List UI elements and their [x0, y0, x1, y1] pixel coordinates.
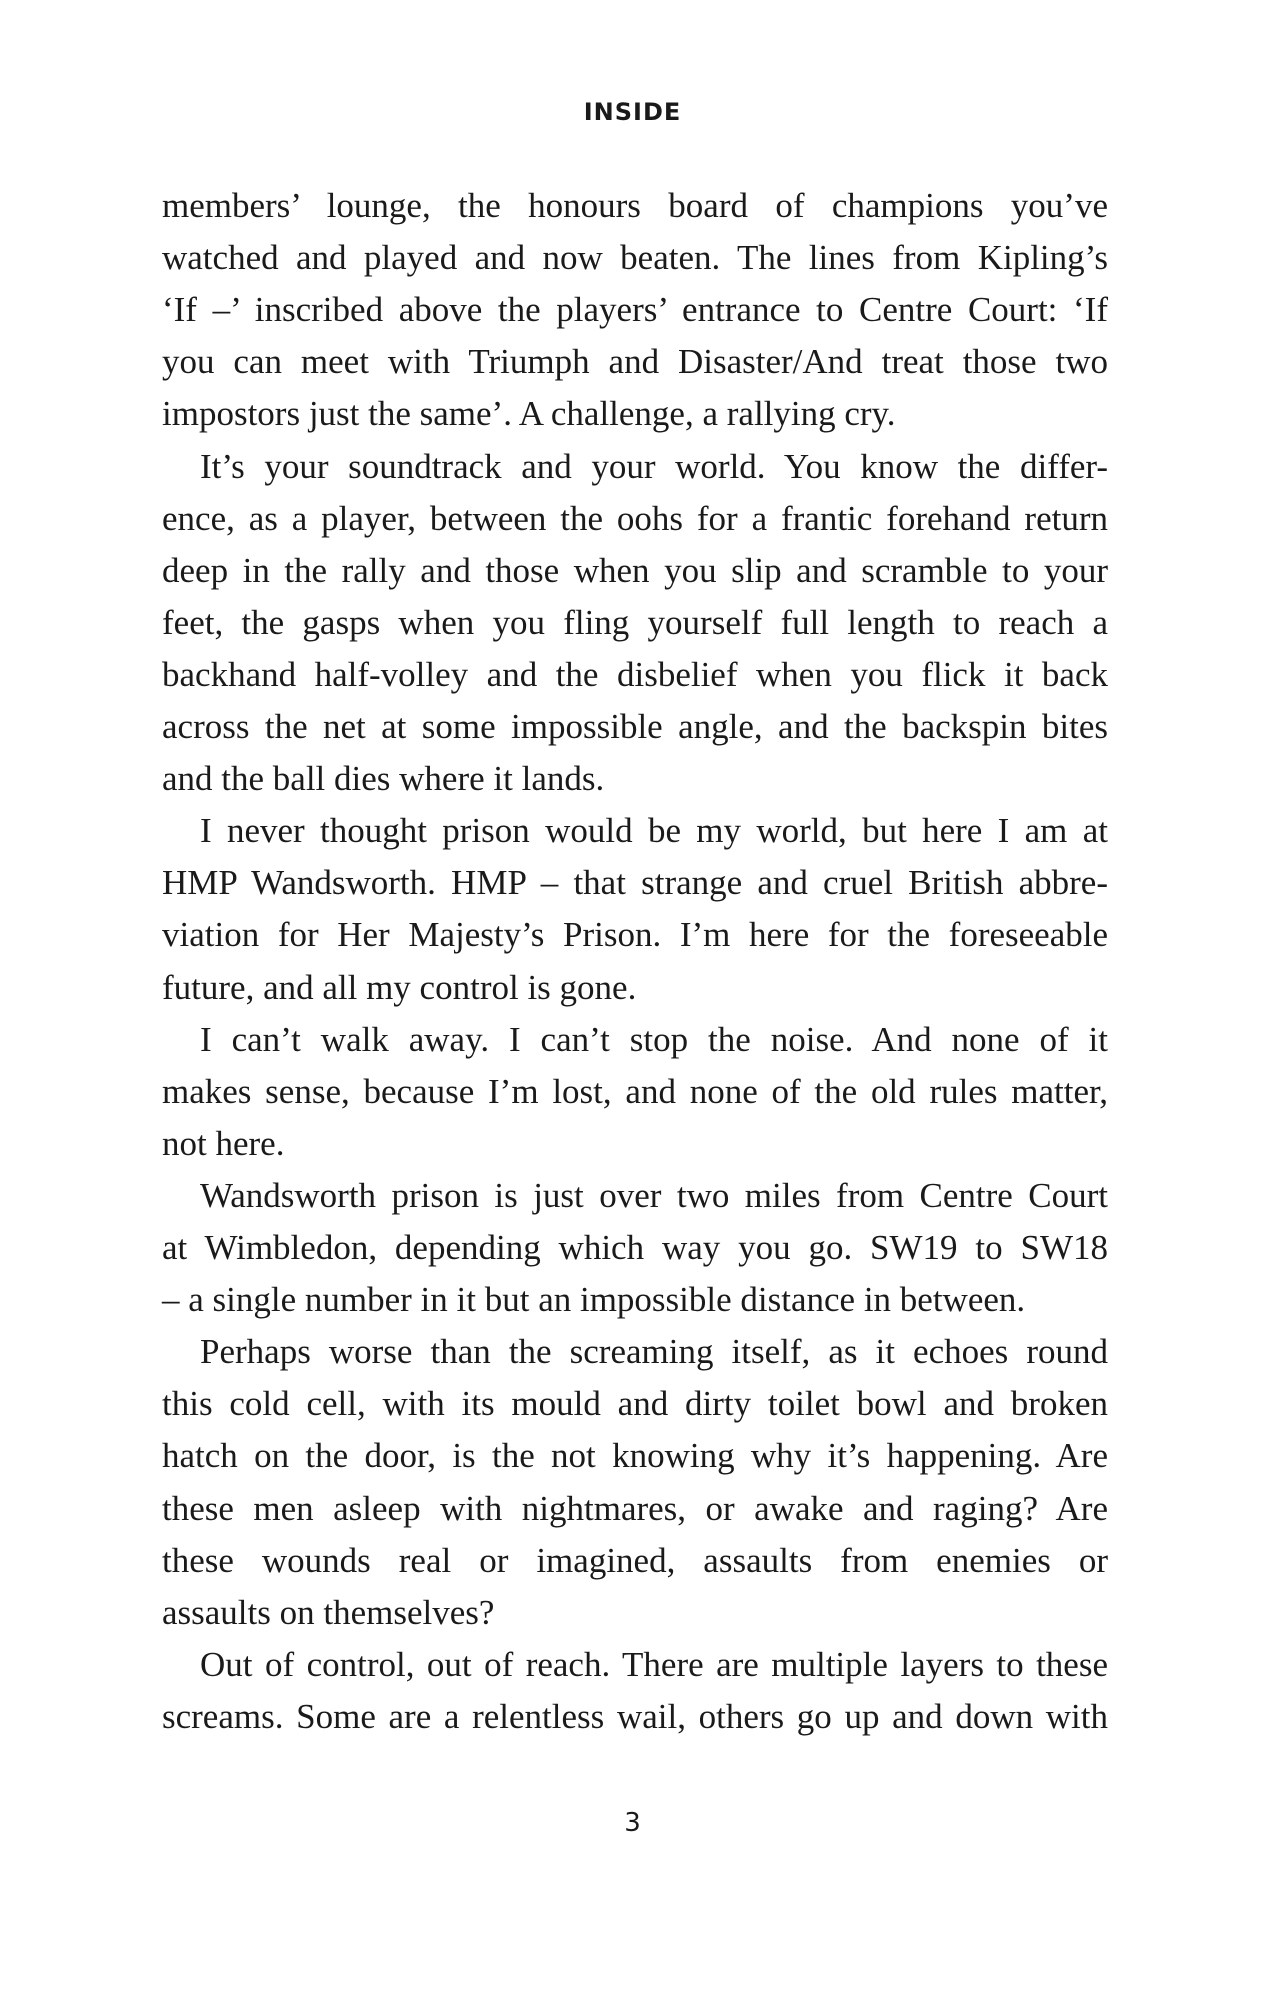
- text-line: feet, the gasps when you fling yourself full length to reach a: [162, 602, 1108, 642]
- text-line: watched and played and now beaten. The lines from Kipling’s: [162, 238, 1108, 278]
- text-line: these men asleep with nightmares, or awake and raging? Are: [162, 1488, 1108, 1528]
- text-line: HMP Wandsworth. HMP – that strange and cruel British abbre-: [162, 863, 1108, 903]
- text-line: makes sense, because I’m lost, and none of the old rules matter,: [162, 1071, 1108, 1111]
- text-line: these wounds real or imagined, assaults from enemies or: [162, 1540, 1108, 1580]
- text-line: Wandsworth prison is just over two miles from Centre Court: [200, 1175, 1108, 1215]
- text-line: I can’t walk away. I can’t stop the noise. And none of it: [200, 1019, 1108, 1059]
- text-line: screams. Some are a relentless wail, others go up and down with: [162, 1696, 1108, 1736]
- text-line: members’ lounge, the honours board of champions you’ve: [162, 186, 1108, 225]
- text-line: at Wimbledon, depending which way you go. SW19 to SW18: [162, 1228, 1108, 1267]
- text-line: deep in the rally and those when you slip and scramble to your: [162, 550, 1108, 590]
- text-line: assaults on themselves?: [162, 1592, 495, 1632]
- text-line: I never thought prison would be my world, but here I am at: [200, 811, 1108, 851]
- text-line: this cold cell, with its mould and dirty toilet bowl and broken: [162, 1384, 1108, 1424]
- text-line: It’s your soundtrack and your world. You know the differ-: [200, 446, 1108, 486]
- text-line: backhand half-volley and the disbelief when you flick it back: [162, 654, 1108, 694]
- text-line: viation for Her Majesty’s Prison. I’m here for the foreseeable: [162, 915, 1108, 955]
- text-line: Out of control, out of reach. There are multiple layers to these: [200, 1644, 1108, 1684]
- text-line: ‘If –’ inscribed above the players’ entrance to Centre Court: ‘If: [162, 290, 1108, 330]
- text-line: – a single number in it but an impossible distance in between.: [162, 1280, 1026, 1320]
- text-line: not here.: [162, 1123, 285, 1163]
- text-line: ence, as a player, between the oohs for a frantic forehand return: [162, 498, 1108, 538]
- text-line: future, and all my control is gone.: [162, 967, 637, 1007]
- running-head: INSIDE: [583, 98, 682, 126]
- text-line: impostors just the same’. A challenge, a rallying cry.: [162, 394, 896, 434]
- text-line: hatch on the door, is the not knowing why it’s happening. Are: [162, 1436, 1108, 1476]
- text-line: across the net at some impossible angle, and the backspin bites: [162, 707, 1108, 746]
- page-number: 3: [624, 1808, 641, 1838]
- text-line: Perhaps worse than the screaming itself, as it echoes round: [200, 1332, 1108, 1372]
- text-line: you can meet with Triumph and Disaster/And treat those two: [162, 342, 1108, 382]
- text-line: and the ball dies where it lands.: [162, 759, 605, 799]
